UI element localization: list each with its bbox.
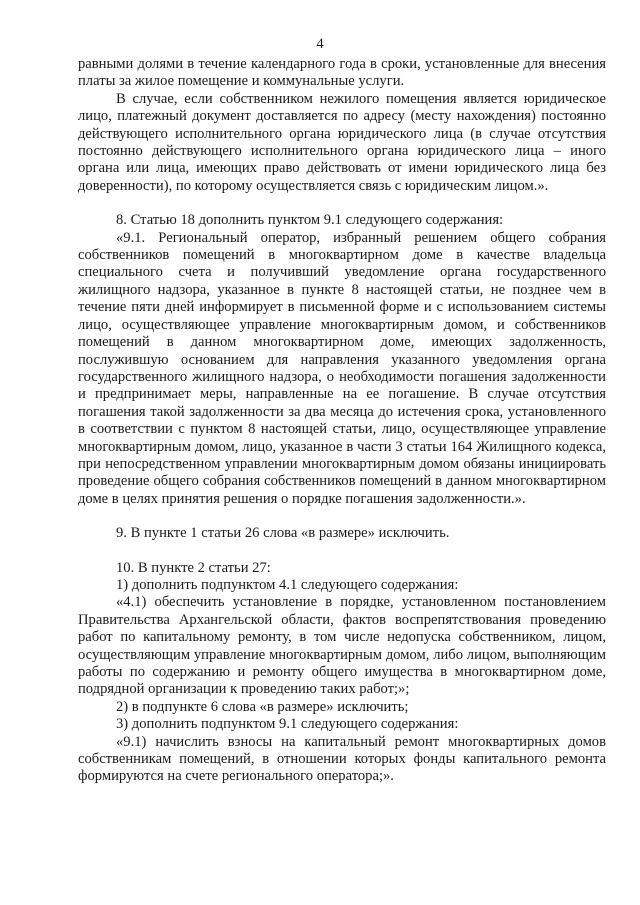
paragraph-subitem-4-1-text: «4.1) обеспечить установление в порядке, установленном постановлением Правительства Архангельской области, фактов воспрепятствования проведению работ по капитальному ремонту, в том числе недопуска собственником, лицом, осуществляющим управление многоквартирным домом, либо лицом, выполняющим работы по содержанию и ремонту общего имущества в многоквартирном доме, подрядной организации к проведению таких работ;»;	[78, 594, 606, 698]
paragraph-subitem-2: 2) в подпункте 6 слова «в размере» исключить;	[116, 698, 409, 715]
paragraph-item-8-heading: 8. Статью 18 дополнить пунктом 9.1 следующего содержания:	[116, 212, 504, 229]
paragraph-subitem-3: 3) дополнить подпунктом 9.1 следующего содержания:	[116, 716, 459, 733]
paragraph-item-9-1-text: «9.1. Региональный оператор, избранный решением общего собрания собственников помещений в многоквартирном доме в качестве владельца специального счета и получивший уведомление органа государственного жилищного надзора, указанное в пункте 8 настоящей статьи, не позднее чем в течение пяти дней информирует в письменной форме и с использованием системы лицо, осуществляющее управление многоквартирным домом, и собственников помещений в данном многоквартирном доме, имеющих задолженность, послужившую основанием для направления указанного уведомления органа государственного жилищного надзора, о необходимости погашения задолженности и предпринимает меры, направленные на ее погашение. В случае отсутствия погашения такой задолженности за два месяца до истечения срока, установленного в соответствии с пунктом 8 настоящей статьи, лицо, осуществляющее управление многоквартирным домом, лицо, указанное в части 3 статьи 164 Жилищного кодекса, при непосредственном управлении многоквартирным домом обязаны инициировать проведение общего собрания собственников помещений в данном многоквартирном доме в целях принятия решения о порядке погашения задолженности.».	[78, 229, 606, 507]
paragraph-nonresidential-payment: В случае, если собственником нежилого помещения является юридическое лицо, платежный документ доставляется по адресу (месту нахождения) постоянно действующего исполнительного органа юридического лица (в случае отсутствия постоянно действующего исполнительного органа юридического лица – иного органа или лица, имеющих право действовать от имени юридического лица без доверенности), по которому осуществляется связь с юридическим лицом.».	[78, 90, 606, 194]
paragraph-subitem-9-1-text: «9.1) начислить взносы на капитальный ремонт многоквартирных домов собственникам помещений, в отношении которых фонды капитального ремонта формируются на счете регионального оператора;».	[78, 733, 606, 785]
page-number: 4	[316, 36, 324, 52]
paragraph-item-9: 9. В пункте 1 статьи 26 слова «в размере» исключить.	[116, 525, 450, 542]
paragraph-continuation: равными долями в течение календарного года в сроки, установленные для внесения платы за жилое помещение и коммунальные услуги.	[78, 56, 606, 90]
paragraph-subitem-1: 1) дополнить подпунктом 4.1 следующего содержания:	[116, 576, 459, 593]
paragraph-item-10-heading: 10. В пункте 2 статьи 27:	[116, 559, 271, 576]
document-body	[78, 56, 606, 786]
